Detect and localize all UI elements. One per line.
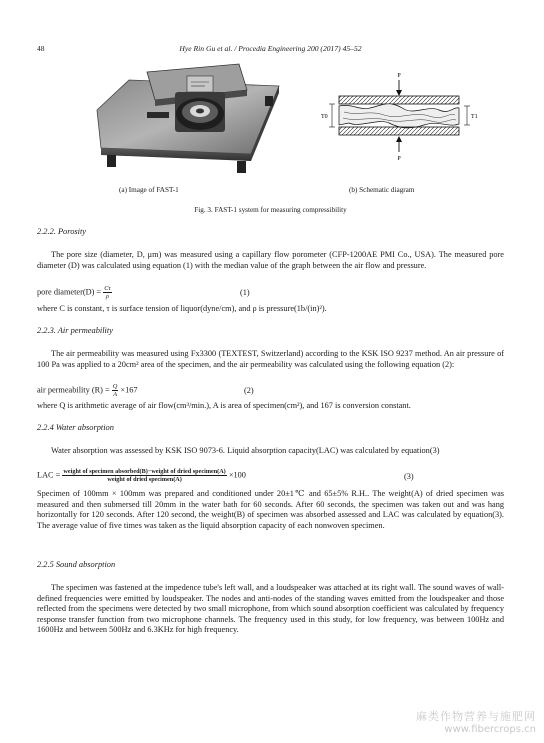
eq1-lhs: pore diameter(D) = — [37, 287, 104, 297]
eq2-rhs: ×167 — [120, 385, 138, 395]
eq3-numerator: weight of specimen absorbed(B)−weight of dried specimen(A) — [63, 468, 226, 475]
air-permeability-where: where Q is arithmetic average of air flow(cm³/min.), A is area of specimen(cm²), and 167 is conversion constant. — [37, 401, 411, 410]
eq2-lhs: air permeability (R) = — [37, 385, 112, 395]
section-heading-porosity: 2.2.2. Porosity — [37, 227, 87, 236]
eq1-fraction — [103, 285, 112, 300]
water-absorption-procedure: Specimen of 100mm × 100mm was prepared and conditioned under 20±1℃ and 65±5% R.H.. The weight(A) of dried specimen was measured and then submersed till 20mm in the water bath for 60 seconds. After 60 seconds, the specimen was taken out and was hang horizontally for 120 seconds. After 120 second, the weight(B) of specimen was absorbed assessed and LAC was calculated by equation(3). The average value of five times was taken as the liquid absorption capacity of each nonwoven specimen. — [37, 489, 504, 530]
water-absorption-paragraph: Water absorption was assessed by KSK ISO 9073-6. Liquid absorption capacity(LAC) was calculated by equation(3) — [51, 446, 440, 455]
running-header — [37, 44, 504, 56]
eq3-number: (3) — [404, 472, 414, 481]
eq3-denominator: weight of dried specimen(A) — [107, 476, 182, 484]
schematic-diagram — [299, 70, 499, 182]
sound-absorption-paragraph: The specimen was fastened at the impedence tube's left wall, and a loudspeaker was attached at its right wall. The sound waves of wall-defined frequencies were emitted by loudspeaker. The nodes and anti-nodes of the standing waves emitted from the loudspeaker and those reflected from the specimens were detected by two small microphone, from which sound absorption coefficient was calculated by frequency response transfer function from two microphone channels. The frequency used in this study, for low frequency, was between 100Hz and 1600Hz and between 500Hz and 6.3KHz for high frequency. — [37, 583, 504, 635]
equation-2 — [37, 383, 504, 398]
porosity-paragraph: The pore size (diameter, D, μm) was measured using a capillary flow porometer (CFP-1200AE PMI Co., USA). The measured pore diameter (D) was calculated using equation (1) with the median value of the graph between the air flow and pressure. — [37, 250, 504, 270]
figure-3 — [37, 62, 504, 198]
page-number: 48 — [37, 44, 45, 53]
air-permeability-paragraph: The air permeability was measured using Fx3300 (TEXTEST, Switzerland) according to the KSK ISO 9237 method. An air pressure of 100 Pa was applied to a 20cm² area of the specimen, and the air permeability was calculated using the following equation (2): — [37, 349, 504, 369]
eq1-denominator: ρ — [105, 293, 109, 301]
watermark-line-1: 麻类作物营养与施肥网 — [416, 710, 536, 723]
eq2-numerator: Q — [112, 383, 118, 390]
porosity-where: where C is constant, τ is surface tension of liquor(dyne/cm), and ρ is pressure(1b/(in)²). — [37, 304, 327, 313]
running-title: Hye Rin Gu et al. / Procedia Engineering 200 (2017) 45–52 — [179, 44, 362, 53]
pressure-label-top: P — [397, 73, 401, 79]
eq2-number: (2) — [244, 386, 254, 395]
eq3-lhs: LAC = — [37, 470, 63, 480]
t0-label: T0 — [321, 114, 328, 120]
eq1-number: (1) — [240, 288, 250, 297]
eq2-denominator: A — [113, 391, 117, 399]
eq1-numerator: Cτ — [104, 285, 111, 292]
fast1-photo — [89, 62, 284, 182]
section-heading-sound-absorption: 2.2.5 Sound absorption — [37, 560, 116, 569]
pressure-label-bottom: P — [397, 156, 401, 162]
figure-caption: Fig. 3. FAST-1 system for measuring compressibility — [194, 206, 347, 214]
panel-a-caption: (a) Image of FAST-1 — [119, 186, 179, 194]
section-heading-air-permeability: 2.2.3. Air permeability — [37, 326, 113, 335]
watermark — [416, 708, 536, 735]
watermark-line-2: www.fibercrops.cn — [444, 724, 536, 735]
equation-1 — [37, 285, 504, 300]
equation-3 — [37, 468, 504, 483]
eq3-rhs: ×100 — [228, 470, 246, 480]
t1-label: T1 — [471, 114, 478, 120]
panel-b-caption: (b) Schematic diagram — [349, 186, 415, 194]
section-heading-water-absorption: 2.2.4 Water absorption — [37, 423, 114, 432]
eq2-fraction — [112, 383, 119, 398]
eq3-fraction — [62, 468, 226, 483]
